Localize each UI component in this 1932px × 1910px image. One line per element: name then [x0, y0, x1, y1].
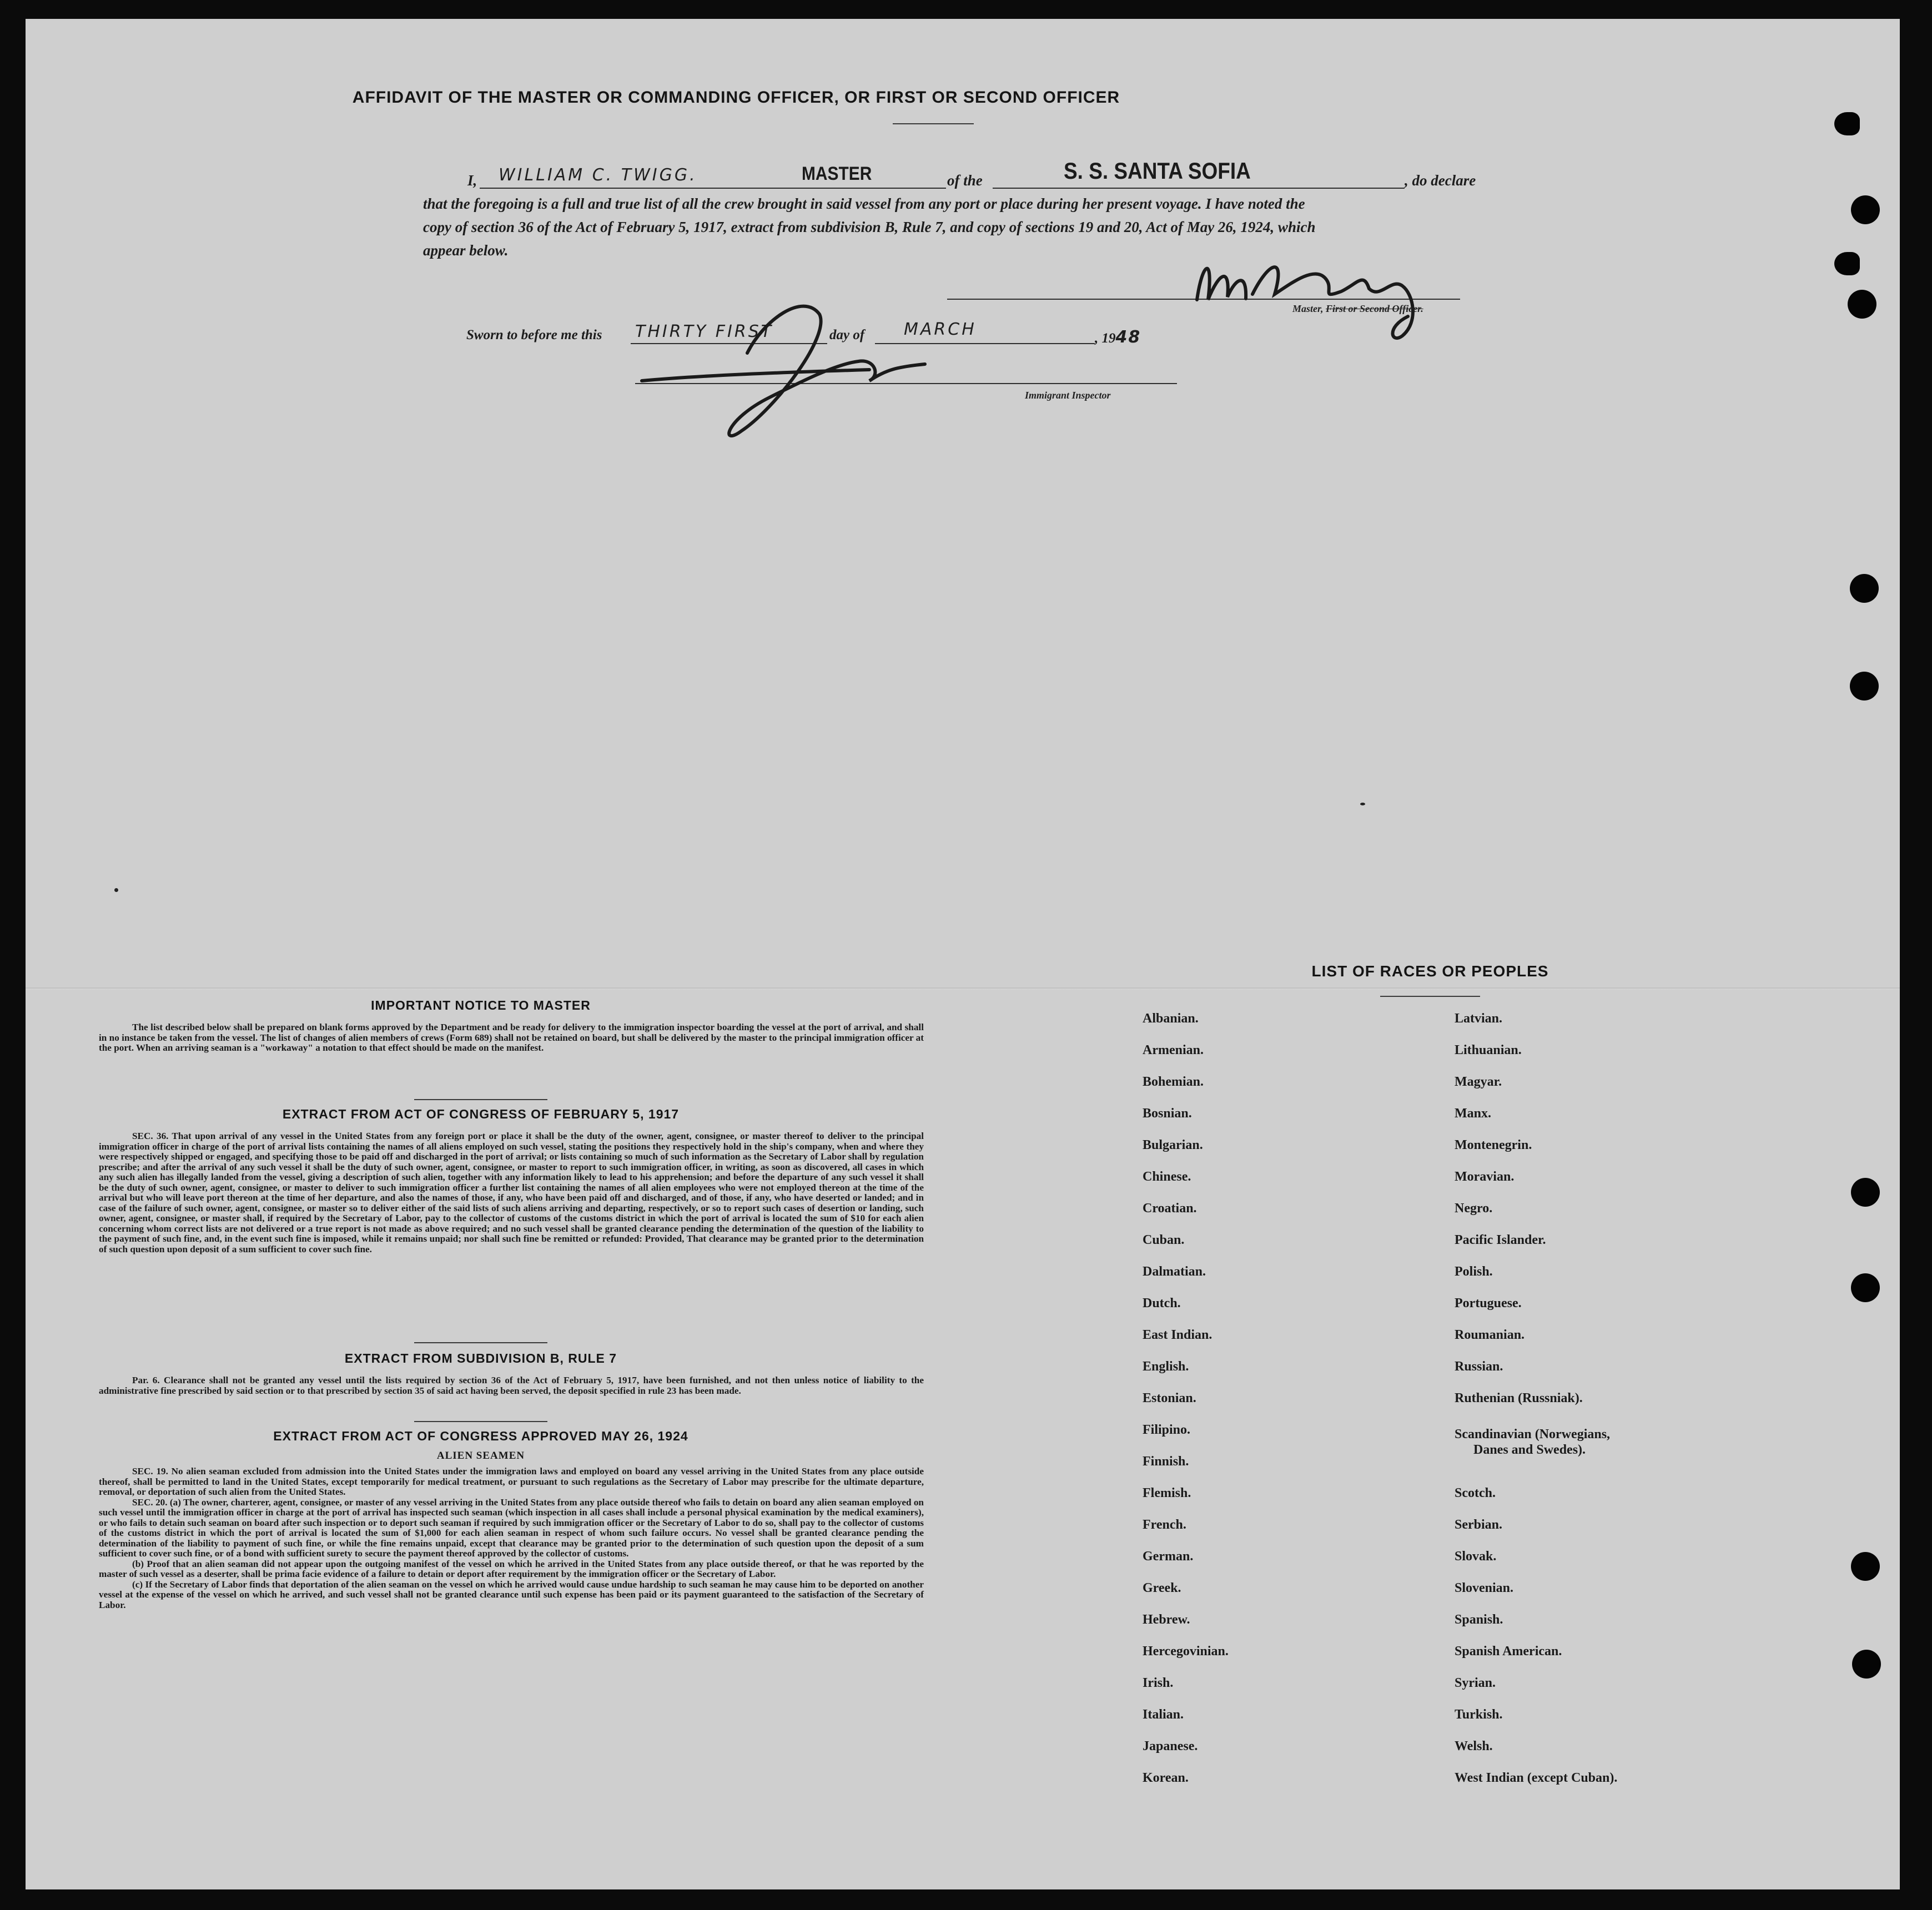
race-left-6: Croatian.: [1143, 1201, 1197, 1216]
race-right-9: Portuguese.: [1455, 1296, 1522, 1311]
race-left-13: Filipino.: [1143, 1423, 1191, 1437]
race-left-16: French.: [1143, 1518, 1186, 1532]
race-left-11: English.: [1143, 1359, 1189, 1374]
binder-hole: [1851, 1552, 1880, 1581]
binder-hole: [1850, 672, 1879, 700]
binder-hole: [1851, 195, 1880, 224]
sec19-text: SEC. 19. No alien seaman excluded from admission into the United States under the immigration laws and employed on board any vessel arriving in the United States from any place outside thereof, shall be permitted to land in the United States, except temporarily for medical treatment, or pursuant to such regulations as the Secretary of Labor may prescribe for the ultimate departure, removal, or deportation of such alien from the United States.: [99, 1466, 924, 1497]
race-right-0: Latvian.: [1455, 1011, 1503, 1026]
race-left-9: Dutch.: [1143, 1296, 1181, 1311]
master-signature: [1180, 239, 1469, 350]
vessel-underline: [993, 188, 1405, 189]
race-left-2: Bohemian.: [1143, 1075, 1204, 1089]
binder-hole: [1834, 112, 1860, 135]
rule7-text: Par. 6. Clearance shall not be granted any vessel until the lists required by section 36 of the Act of February 5, 1917, have been furnished, and not then unless notice of liability to the administrative fine prescribed by said section or to that prescribed by section 35 of said act having been served, the deposit specified in rule 23 has been made.: [99, 1375, 924, 1396]
race-right-23: Welsh.: [1455, 1739, 1493, 1753]
sworn-day: THIRTY FIRST: [635, 322, 774, 341]
race-right-11: Russian.: [1455, 1359, 1503, 1374]
divider-2: [414, 1342, 547, 1343]
race-right-20: Spanish American.: [1455, 1644, 1562, 1659]
year-label: [1095, 327, 1141, 347]
inspector-label: Immigrant Inspector: [1025, 390, 1111, 401]
race-right-16: Serbian.: [1455, 1518, 1503, 1532]
race-right-12: Ruthenian (Russniak).: [1455, 1391, 1583, 1405]
affidavit-line-3: appear below.: [423, 242, 509, 259]
master-name: WILLIAM C. TWIGG.: [499, 165, 697, 185]
race-left-7: Cuban.: [1143, 1233, 1185, 1247]
binder-hole: [1852, 1650, 1881, 1679]
declare-label: , do declare: [1405, 172, 1476, 189]
races-divider: [1380, 996, 1480, 997]
officer-label-struck: First or Second Officer.: [1326, 303, 1423, 314]
race-left-4: Bulgarian.: [1143, 1138, 1203, 1152]
inspector-signature: [636, 270, 947, 453]
binder-hole: [1851, 1178, 1880, 1207]
master-role-label: [1292, 303, 1423, 315]
divider-1: [414, 1099, 547, 1100]
race-right-7: Pacific Islander.: [1455, 1233, 1546, 1247]
day-of-label: day of: [829, 327, 865, 342]
race-left-24: Korean.: [1143, 1771, 1189, 1785]
race-right-6: Negro.: [1455, 1201, 1493, 1216]
affidavit-line-1: that the foregoing is a full and true list of all the crew brought in said vessel from any port or place during her present voyage. I have noted the: [423, 195, 1305, 212]
race-left-12: Estonian.: [1143, 1391, 1196, 1405]
sworn-label: Sworn to before me this: [466, 327, 602, 342]
extract-1917-text: SEC. 36. That upon arrival of any vessel in the United States from any foreign port or place it shall be the duty of the owner, agent, consignee, or master thereof to deliver to the principal immigration officer in charge of the port of arrival lists containing the names of all aliens employed on such vessel, stating the positions they respectively hold in the ship's company, when and where they were respectively shipped or engaged, and specifying those to be paid off and discharged in the port of arrival; or lists containing so much of such information as the Secretary of Labor shall by regulation prescribe; and after the arrival of any such vessel it shall be the duty of such owner, agent, consignee, or master to report to such immigration officer, in writing, as soon as discovered, all cases in which any such alien has illegally landed from the vessel, giving a description of such alien, together with any information likely to lead to his apprehension; and before the departure of any such vessel it shall be the duty of such owner, agent, consignee, or master to deliver to such immigration officer a further list containing the names of all alien employees who were not employed thereon at the time of the arrival but who will leave port thereon at the time of her departure, and also the names of those, if any, who have been paid off and discharged, and of those, if any, who have deserted or landed; and in case of the failure of such owner, agent, consignee, or master so to deliver either of the said lists of such aliens arriving and departing, respectively, or so to report such cases of desertion or landing, such owner, agent, consignee, or master shall, if required by the Secretary of Labor, pay to the collector of customs of the customs district in which the port of arrival is located the sum of $10 for each alien concerning whom correct lists are not delivered or a true report is not made as above required; and no such vessel shall be granted clearance pending the determination of the question of the liability to the payment of such fine, and, in the event such fine is imposed, while it remains unpaid; nor shall such fine be remitted or refunded: Provided, That clearance may be granted prior to the determination of such question upon deposit of a sum sufficient to cover such fine.: [99, 1131, 924, 1254]
race-left-15: Flemish.: [1143, 1486, 1191, 1500]
race-right-19: Spanish.: [1455, 1612, 1503, 1627]
race-right-17: Slovak.: [1455, 1549, 1497, 1564]
race-left-19: Hebrew.: [1143, 1612, 1190, 1627]
race-right-1: Lithuanian.: [1455, 1043, 1522, 1057]
extract-1917-title: EXTRACT FROM ACT OF CONGRESS OF FEBRUARY 5, 1917: [282, 1107, 680, 1121]
year-suffix: 48: [1115, 327, 1141, 347]
race-left-0: Albanian.: [1143, 1011, 1199, 1026]
binder-hole: [1834, 252, 1860, 275]
race-right-3: Manx.: [1455, 1106, 1491, 1121]
year-prefix: , 19: [1095, 331, 1116, 346]
race-left-10: East Indian.: [1143, 1328, 1212, 1342]
name-underline: [480, 188, 946, 189]
paper-speck: [1360, 803, 1365, 805]
race-right-5: Moravian.: [1455, 1170, 1515, 1184]
master-label: Master,: [1292, 303, 1324, 314]
races-title: LIST OF RACES OR PEOPLES: [1311, 962, 1549, 980]
i-label: I,: [467, 172, 477, 189]
document-sheet: [26, 19, 1900, 1889]
race-left-8: Dalmatian.: [1143, 1264, 1206, 1279]
race-left-17: German.: [1143, 1549, 1194, 1564]
race-right-10: Roumanian.: [1455, 1328, 1525, 1342]
vessel-name: S. S. SANTA SOFIA: [1064, 158, 1251, 184]
binder-hole: [1851, 1273, 1880, 1302]
alien-seamen-subtitle: ALIEN SEAMEN: [436, 1450, 525, 1462]
race-right-22: Turkish.: [1455, 1707, 1503, 1722]
race-right-14: Danes and Swedes).: [1473, 1443, 1586, 1457]
binder-hole: [1850, 574, 1879, 603]
race-left-23: Japanese.: [1143, 1739, 1198, 1753]
race-left-14: Finnish.: [1143, 1454, 1189, 1469]
race-left-20: Hercegovinian.: [1143, 1644, 1229, 1659]
race-right-13: Scandinavian (Norwegians,: [1455, 1427, 1611, 1442]
of-the-label: of the: [947, 172, 983, 189]
binder-hole: [1848, 290, 1876, 319]
race-left-5: Chinese.: [1143, 1170, 1191, 1184]
notice-title: IMPORTANT NOTICE TO MASTER: [371, 998, 591, 1012]
title-divider: [893, 123, 974, 124]
divider-3: [414, 1421, 547, 1422]
master-rank: MASTER: [802, 163, 872, 184]
affidavit-title: AFFIDAVIT OF THE MASTER OR COMMANDING OFFICER, OR FIRST OR SECOND OFFICER: [352, 88, 1120, 107]
rule7-title: EXTRACT FROM SUBDIVISION B, RULE 7: [344, 1351, 617, 1365]
race-right-8: Polish.: [1455, 1264, 1493, 1279]
notice-text: The list described below shall be prepared on blank forms approved by the Department and be ready for delivery to the immigration inspector boarding the vessel at the port of arrival, and shall in no instance be taken from the vessel. The list of changes of alien members of crews (Form 689) shall not be retained on board, but shall be delivered by the master to the principal immigration officer at the port. When an arriving seaman is a "workaway" a notation to that effect should be made on the manifest.: [99, 1022, 924, 1053]
race-right-24: West Indian (except Cuban).: [1455, 1771, 1618, 1785]
race-left-18: Greek.: [1143, 1581, 1181, 1595]
race-left-1: Armenian.: [1143, 1043, 1204, 1057]
extract-1924-title: EXTRACT FROM ACT OF CONGRESS APPROVED MAY 26, 1924: [273, 1429, 688, 1443]
race-right-18: Slovenian.: [1455, 1581, 1514, 1595]
affidavit-line-2: copy of section 36 of the Act of February 5, 1917, extract from subdivision B, Rule 7, and copy of sections 19 and 20, Act of May 26, 1924, which: [423, 219, 1316, 235]
paper-speck: [114, 888, 118, 892]
sworn-month: MARCH: [904, 320, 977, 339]
race-right-2: Magyar.: [1455, 1075, 1502, 1089]
sec20a-text: SEC. 20. (a) The owner, charterer, agent, consignee, or master of any vessel arriving in the United States from any place outside thereof who fails to detain on board any alien seaman employed on such vessel until the immigration officer in charge at the port of arrival has inspected such seaman (which inspection in all cases shall include a personal physical examination by the medical examiners), or who fails to detain such seaman on board after such inspection or to deport such seaman if required by such immigration officer or the Secretary of Labor to do so, shall pay to the collector of customs of the customs district in which the port of arrival is located the sum of $1,000 for each alien seaman in respect of whom such failure occurs. No vessel shall be granted clearance pending the determination of the liability to payment of such fine, or while the fine remains unpaid, except that clearance may be granted prior to the determination of such question upon the deposit of a sum sufficient to cover such fine, or of a bond with sufficient surety to secure the payment thereof approved by the collector of customs.: [99, 1496, 924, 1559]
race-right-4: Montenegrin.: [1455, 1138, 1532, 1152]
sec20c-text: (c) If the Secretary of Labor finds that deportation of the alien seaman on the vessel on which he arrived would cause undue hardship to such seaman he may cause him to be deported on another vessel at the expense of the vessel on which he arrived, and such vessel shall not be granted clearance until such expense has been paid or its payment guaranteed to the satisfaction of the Secretary of Labor.: [99, 1579, 924, 1610]
race-right-15: Scotch.: [1455, 1486, 1496, 1500]
sec20b-text: (b) Proof that an alien seaman did not appear upon the outgoing manifest of the vessel on which he arrived in the United States from any place outside thereof, or that he was reported by the master of such vessel as a deserter, shall be prima facie evidence of a failure to detain or deport after requirement by the immigration officer or the Secretary of Labor.: [99, 1558, 924, 1579]
race-left-3: Bosnian.: [1143, 1106, 1192, 1121]
race-right-21: Syrian.: [1455, 1676, 1496, 1690]
extract-1924-body: [99, 1466, 924, 1610]
race-left-22: Italian.: [1143, 1707, 1184, 1722]
race-left-21: Irish.: [1143, 1676, 1174, 1690]
